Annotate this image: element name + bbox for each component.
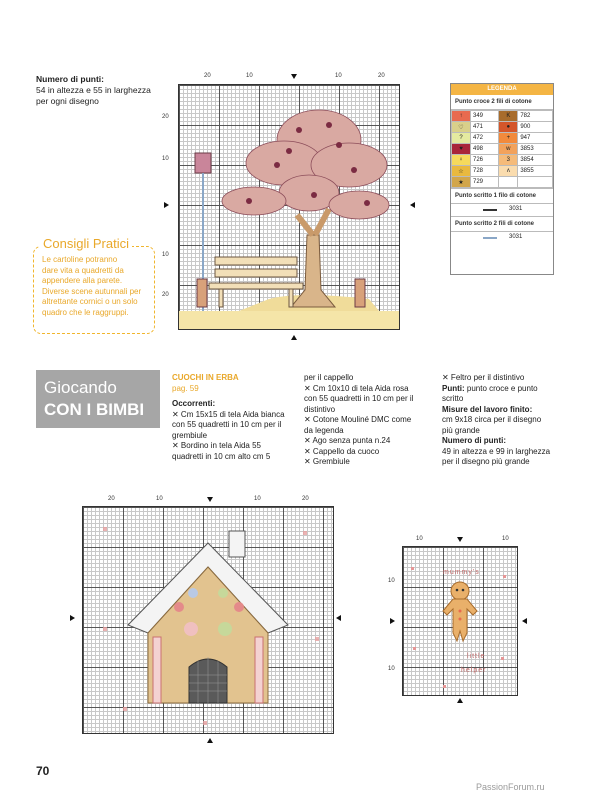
legend-row [452,122,553,133]
tick-y-20: 20 [162,114,169,120]
material-line: ✕ Bordino in tela Aida 55 [172,441,261,450]
legend-symbol: K [499,111,518,122]
punti-label: Punti: [442,383,465,393]
material-line: ✕ Cappello da cuoco [304,446,380,456]
center-marker-right [407,202,415,208]
center-marker-left [390,618,398,624]
center-marker-bottom [291,335,297,340]
pattern-grid [402,546,518,696]
misure-label: Misure del lavoro finito: [442,404,533,414]
legend-row [452,144,553,155]
legend-code: 728 [471,166,499,177]
material-line: con 55 quadretti in 10 cm per il [172,420,282,429]
legend-symbol: ? [452,133,471,144]
legend-code: 3853 [518,144,553,155]
legend-row-backstitch-2 [451,232,553,244]
center-marker-top [457,537,463,542]
materials-title: Occorrenti: [172,399,216,408]
legend-symbol: ☆ [452,166,471,177]
material-line: quadretti in 10 cm alto cm 5 [172,451,271,461]
section-header [36,370,160,428]
legend [450,83,554,275]
legend-code: 782 [518,111,553,122]
pattern-grid [82,506,334,734]
tick-x-10: 10 [246,73,253,79]
legend-symbol: w [499,144,518,155]
legend-row [452,166,553,177]
legend-code: 900 [518,122,553,133]
project-name: CUOCHI IN ERBA [172,373,239,382]
material-line: grembiule [172,430,208,440]
punti-text: punto croce e punto [464,383,538,393]
tick-x-20: 20 [108,496,115,502]
tree-bench-chart [162,73,404,332]
tip-line: appendere alla parete. [42,276,123,285]
tick-x-10: 10 [416,536,423,542]
legend-code: 498 [471,144,499,155]
backstitch-code-2: 3031 [509,234,523,240]
tip-line: quadro che le raggruppi. [42,307,129,317]
page-number: 70 [36,764,50,778]
material-line: ✕ Feltro per il distintivo [442,373,525,382]
legend-symbol: 3 [499,155,518,166]
punti-text-2: scritto [442,394,464,403]
legend-title: LEGENDA [451,84,553,95]
tick-x-20b: 20 [302,496,309,502]
legend-row [452,155,553,166]
legend-symbol: ʌ [499,166,518,177]
misure-line: cm 9x18 circa per il disegno [442,415,542,424]
watermark: PassionForum.ru [476,782,545,792]
stitched-word-1: mummy's [443,569,480,576]
material-line: ✕ Grembiule [304,457,350,466]
center-marker-top [291,74,297,79]
backstitch-blue-line [483,237,497,239]
material-line: ✕ Cotone Mouliné DMC come [304,415,412,424]
legend-code: 3854 [518,155,553,166]
tick-x-10b: 10 [254,496,261,502]
tick-y-10: 10 [162,156,169,162]
center-marker-left [164,202,172,208]
center-marker-bottom [207,738,213,743]
tick-x-10: 10 [156,496,163,502]
tick-y-10: 10 [388,578,395,584]
project-column-1 [172,373,302,462]
legend-symbol [499,177,518,188]
material-line: ✕ Ago senza punta n.24 [304,436,391,445]
legend-row [452,111,553,122]
numero-line: 49 in altezza e 99 in larghezza [442,446,551,456]
legend-row [452,133,553,144]
stitch-count-text-1: 54 in altezza e 55 in larghezza [36,85,151,95]
tip-title: Consigli Pratici [40,236,132,251]
tick-x-20b: 20 [378,73,385,79]
numero-line: per il disegno più grande [442,457,530,466]
tick-y-10b: 10 [162,252,169,258]
section-line1: Giocando [44,378,117,397]
legend-code: 729 [471,177,499,188]
stitch-count-block [36,74,166,107]
legend-symbol: + [499,133,518,144]
material-line: per il cappello [304,373,354,382]
center-marker-right [519,618,527,624]
tick-x-20: 20 [204,73,211,79]
project-column-2 [304,373,444,468]
legend-code [518,177,553,188]
pattern-grid [178,84,400,330]
legend-code: 3855 [518,166,553,177]
project-column-3 [442,373,572,468]
legend-code: 472 [471,133,499,144]
stitch-count-text-2: per ogni disegno [36,96,99,106]
tip-line: Le cartoline potranno [42,255,118,264]
tick-x-10b: 10 [335,73,342,79]
legend-symbol: ♀ [452,155,471,166]
legend-row-backstitch-1 [451,204,553,217]
house-chart [78,496,338,740]
stitched-word-3: helper [461,667,487,674]
tick-y-10b: 10 [388,666,395,672]
legend-section-backstitch-1: Punto scritto 1 filo di cotone [451,188,553,204]
legend-code: 471 [471,122,499,133]
legend-section-cross: Punto croce 2 fili di cotone [451,95,553,110]
numero-label: Numero di punti: [442,436,506,445]
backstitch-dark-line [483,209,497,211]
tip-line: Diverse scene autunnali per [42,286,142,296]
misure-line: più grande [442,425,480,435]
tick-x-10b: 10 [502,536,509,542]
legend-row [452,177,553,188]
gingerbread-chart [388,536,522,702]
legend-symbol: ↑ [452,111,471,122]
center-marker-right [333,615,341,621]
legend-symbol: ♡ [452,122,471,133]
stitch-count-title: Numero di punti: [36,74,104,84]
center-marker-top [207,497,213,502]
legend-section-backstitch-2: Punto scritto 2 fili di cotone [451,217,553,232]
material-line: con 55 quadretti in 10 cm per il [304,394,414,403]
material-line: ✕ Cm 10x10 di tela Aida rosa [304,383,409,393]
center-marker-bottom [457,698,463,703]
tip-line: altrettante cornici o un solo [42,297,138,306]
material-line: ✕ Cm 15x15 di tela Aida bianca [172,409,285,419]
legend-code: 947 [518,133,553,144]
tick-y-20b: 20 [162,292,169,298]
tree-bench-pattern [179,85,399,329]
legend-code: 726 [471,155,499,166]
backstitch-code-1: 3031 [509,206,523,212]
legend-table [451,110,553,188]
legend-code: 349 [471,111,499,122]
section-line2: CON I BIMBI [44,400,145,419]
project-page: pag. 59 [172,383,199,393]
center-marker-left [70,615,78,621]
house-pattern [83,507,333,733]
material-line: distintivo [304,404,336,414]
tip-text [42,255,154,318]
legend-symbol: ● [499,122,518,133]
legend-symbol: ♥ [452,144,471,155]
tip-line: dare vita a quadretti da [42,265,124,275]
legend-symbol: ★ [452,177,471,188]
stitched-word-2: little [467,653,486,660]
material-line: da legenda [304,425,344,435]
